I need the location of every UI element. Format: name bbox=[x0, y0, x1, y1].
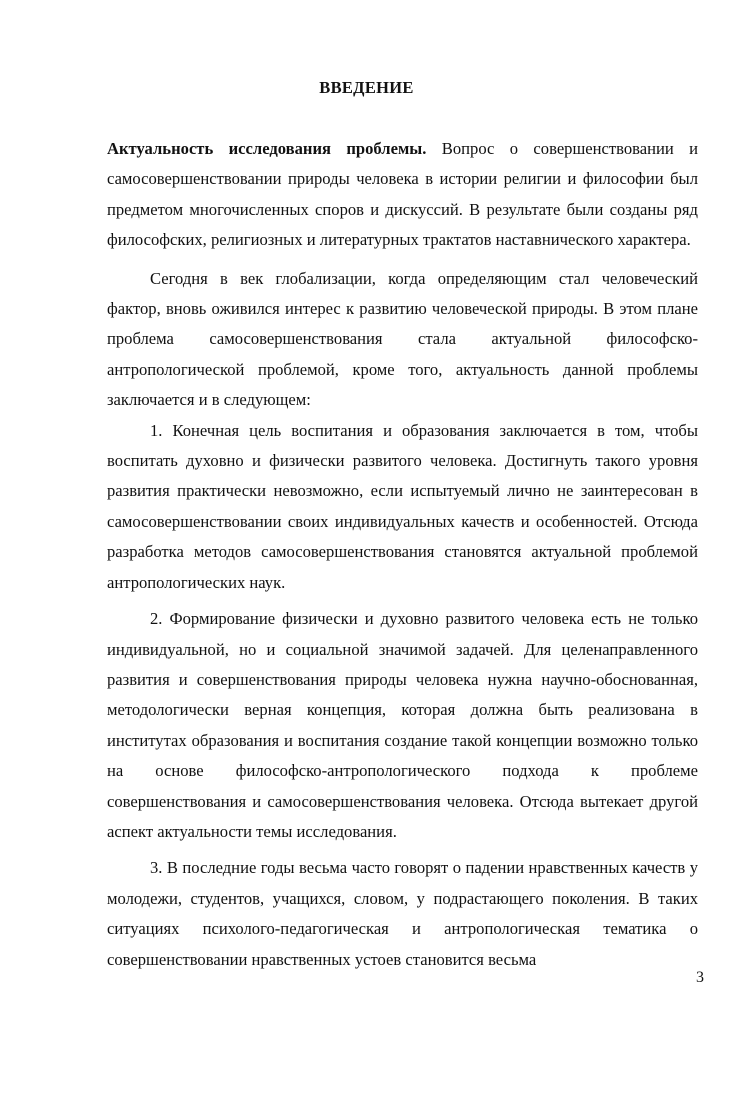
page-title: ВВЕДЕНИЕ bbox=[319, 78, 414, 97]
page-number: 3 bbox=[696, 969, 704, 986]
paragraph-text: Вопрос о совершенствовании и самосовершенствовании природы человека в истории религии и философии был предметом многочисленных споров и дискуссий. В результате были созданы ряд философских, религиозных и литературных трактатов наставнического характера. bbox=[107, 139, 699, 250]
paragraph-point-1: 1. Конечная цель воспитания и образования заключается в том, чтобы воспитать духовно и физически развитого человека. Достигнуть такого уровня развития практически невозможно, если испытуемый лично не заинтересован в самосовершенствовании своих индивидуальных качеств и особенностей. Отсюда разработка методов самосовершенствования становятся актуальной проблемой антропологических наук. bbox=[107, 420, 698, 592]
document-body bbox=[107, 134, 698, 975]
paragraph-relevance bbox=[107, 134, 698, 256]
paragraph-globalization: Сегодня в век глобализации, когда определяющим стал человеческий фактор, вновь оживился интерес к развитию человеческой природы. В этом плане проблема самосовершенствования стала актуальной философско-антропологической проблемой, кроме того, актуальность данной проблемы заключается и в следующем: bbox=[107, 268, 698, 410]
paragraph-lead: Актуальность исследования проблемы. bbox=[107, 139, 427, 158]
paragraph-point-2: 2. Формирование физически и духовно развитого человека есть не только индивидуальной, но и социальной значимой задачей. Для целенаправленного развития и совершенствования природы человека нужна научно-обоснованная, методологически верная концепция, которая должна быть реализована в институтах образования и воспитания создание такой концепции возможно только на основе философско-антропологического подхода к проблеме совершенствования и самосовершенствования человека. Отсюда вытекает другой аспект актуальности темы исследования. bbox=[107, 609, 698, 841]
paragraph-point-3: 3. В последние годы весьма часто говорят о падении нравственных качеств у молодежи, студентов, учащихся, словом, у подрастающего поколения. В таких ситуациях психолого-педагогическая и антропологическая тематика о совершенствовании нравственных устоев становится весьма bbox=[107, 858, 698, 969]
